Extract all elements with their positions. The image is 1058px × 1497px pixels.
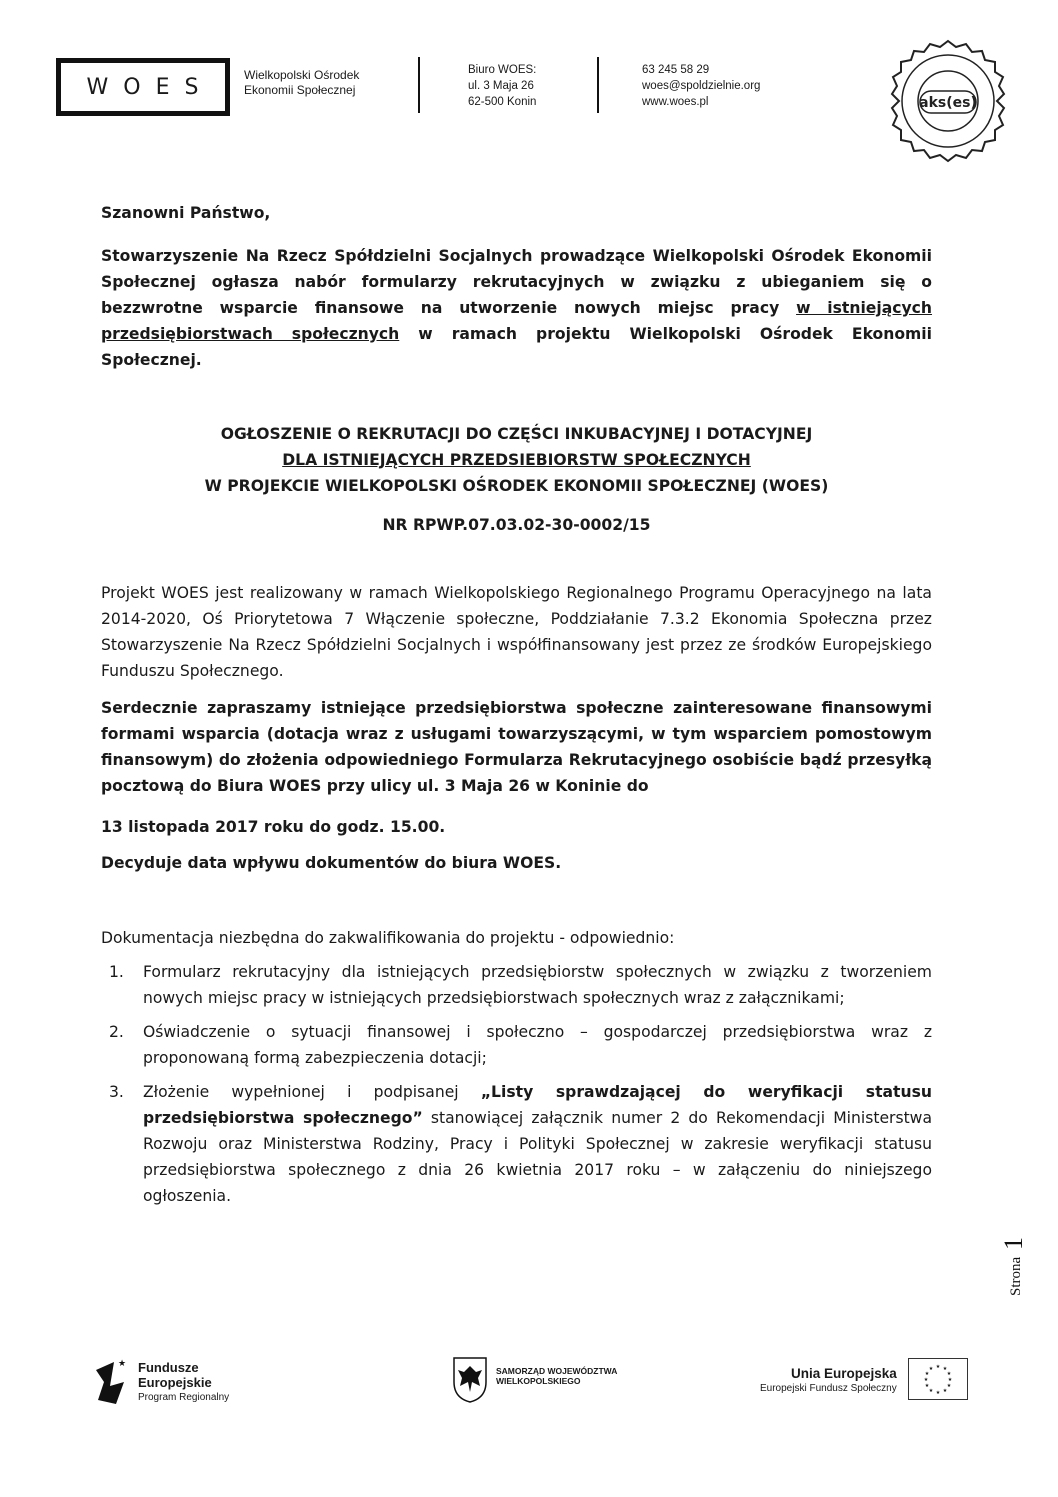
eu-flag-icon [908,1358,968,1400]
list-item-text: Złożenie wypełnionej i podpisanej [143,1083,481,1101]
svg-text:★: ★ [118,1359,127,1369]
sam-line1: SAMORZĄD WOJEWÓDZTWA [496,1366,618,1376]
heading-line3: W PROJEKCIE WIELKOPOLSKI OŚRODEK EKONOMII SPOŁECZNEJ (WOES) [204,477,829,495]
intro-underlined-text: w istniejących przedsiębiorstwach społecznych [101,299,933,343]
email-link[interactable]: woes@spoldzielnie.org [642,80,761,92]
org-name-line1: Wielkopolski Ośrodek [244,68,360,82]
invitation-paragraph: Serdecznie zapraszamy istniejące przedsiębiorstwa społeczne zainteresowane finansowymi formami wsparcia (dotacja wraz z usługami towarzyszącymi, w tym wsparciem pomostowym finansowym) do złożenia odpowiedniego Formularza Rekrutacyjnego osobiście bądź przesyłką pocztową do Biura WOES przy ulicy ul. 3 Maja 26 w Koninie do [101,699,932,795]
checklist-title: „Listy sprawdzającej do weryfikacji statusu przedsiębiorstwa społecznego” [143,1083,932,1127]
akses-seal-icon [884,37,1012,165]
samorzad-text [496,1366,617,1386]
svg-text:Strona: Strona [1008,1256,1024,1296]
svg-text:1: 1 [999,1237,1028,1250]
divider [597,57,599,113]
documents-list [101,959,932,1217]
svg-text:★: ★ [942,1366,948,1372]
svg-text:★: ★ [947,1377,953,1383]
eu-line1: Unia Europejska [790,1366,897,1381]
list-item [101,959,932,1011]
project-number: NR RPWP.07.03.02-30-0002/15 [382,516,651,534]
eagle-crest-icon [450,1354,490,1404]
list-item-text: Oświadczenie o sytuacji finansowej i społeczno – gospodarczej przedsiębiorstwa wraz z proponowaną formą zabezpieczenia dotacji; [143,1023,932,1067]
heading-line1: OGŁOSZENIE O REKRUTACJI DO CZĘŚCI INKUBACYJNEJ I DOTACYJNEJ [220,425,813,443]
deadline: 13 listopada 2017 roku do godz. 15.00. [101,818,446,836]
fundusze-europejskie-text [138,1360,229,1405]
project-paragraph: Projekt WOES jest realizowany w ramach Wielkopolskiego Regionalnego Programu Operacyjnego na lata 2014-2020, Oś Priorytetowa 7 Włączenie społeczne, Poddziałanie 7.3.2 Ekonomia Społeczna przez Stowarzyszenie Na Rzecz Spółdzielni Socjalnych i współfinansowany jest przez ze środków Europejskiego Funduszu Społecznego. [101,584,932,680]
contact-info [642,62,760,110]
svg-text:aks(es): aks(es) [919,95,977,111]
office-address [468,62,536,110]
org-name-line2: Ekonomii Społecznej [244,83,356,97]
svg-text:★: ★ [935,1390,941,1396]
fe-line3: Program Regionalny [138,1392,230,1403]
org-name [244,68,359,98]
intro-paragraph [101,243,932,373]
fe-line1: Fundusze [138,1360,199,1375]
svg-text:★: ★ [924,1371,930,1377]
greeting: Szanowni Państwo, [101,204,271,222]
letterhead [0,55,1058,135]
list-item-text: Formularz rekrutacyjny dla istniejących przedsiębiorstw społecznych w związku z tworzeniem nowych miejsc pracy w istniejących przedsiębiorstwach społecznych wraz z załącznikami; [143,963,932,1007]
svg-text:★: ★ [928,1366,934,1372]
woes-logo: WOES [56,58,230,116]
heading-line2: DLA ISTNIEJĄCYCH PRZEDSIEBIORSTW SPOŁECZNYCH [282,451,751,469]
svg-text:★: ★ [935,1364,941,1370]
list-item [101,1079,932,1209]
svg-text:★: ★ [928,1388,934,1394]
intro-text-end: w ramach projektu Wielkopolski Ośrodek Ekonomii Społecznej. [101,325,932,369]
decision-note: Decyduje data wpływu dokumentów do biura WOES. [101,854,562,872]
list-number: 2. [109,1023,124,1041]
list-number: 1. [109,963,124,981]
phone: 63 245 58 29 [642,64,710,76]
divider [418,57,420,113]
list-number: 3. [109,1083,124,1101]
svg-text:★: ★ [923,1377,929,1383]
list-item-text-end: stanowiącej załącznik numer 2 do Rekomendacji Ministerstwa Rozwoju oraz Ministerstwa Rodziny, Pracy i Polityki Społecznej w zakresie weryfikacji statusu przedsiębiorstwa społecznego z dnia 26 kwietnia 2017 roku – w załączeniu do niniejszego ogłoszenia. [143,1109,932,1205]
svg-text:★: ★ [924,1383,930,1389]
documents-intro: Dokumentacja niezbędna do zakwalifikowania do projektu - odpowiednio: [101,929,675,947]
office-street: ul. 3 Maja 26 [468,80,534,92]
office-city: 62-500 Konin [468,96,537,108]
footer-logos [0,1350,1058,1420]
office-label: Biuro WOES: [468,64,537,76]
page-number [990,1210,1030,1300]
eu-text [760,1366,897,1394]
fundusze-europejskie-logo-icon [94,1356,128,1406]
eu-line2: Europejski Fundusz Społeczny [760,1383,897,1394]
list-item [101,1019,932,1071]
fe-line2: Europejskie [138,1375,212,1390]
intro-text: Stowarzyszenie Na Rzecz Spółdzielni Socjalnych prowadzące Wielkopolski Ośrodek Ekonomii Społecznej ogłasza nabór formularzy rekrutacyjnych w związku z ubieganiem się o bezzwrotne wsparcie finansowe na utworzenie nowych miejsc pracy [101,247,932,317]
announcement-heading [101,421,932,499]
sam-line2: WIELKOPOLSKIEGO [496,1376,581,1386]
website-link[interactable]: www.woes.pl [642,96,709,108]
svg-text:★: ★ [946,1371,952,1377]
svg-text:★: ★ [946,1383,952,1389]
svg-text:★: ★ [942,1388,948,1394]
